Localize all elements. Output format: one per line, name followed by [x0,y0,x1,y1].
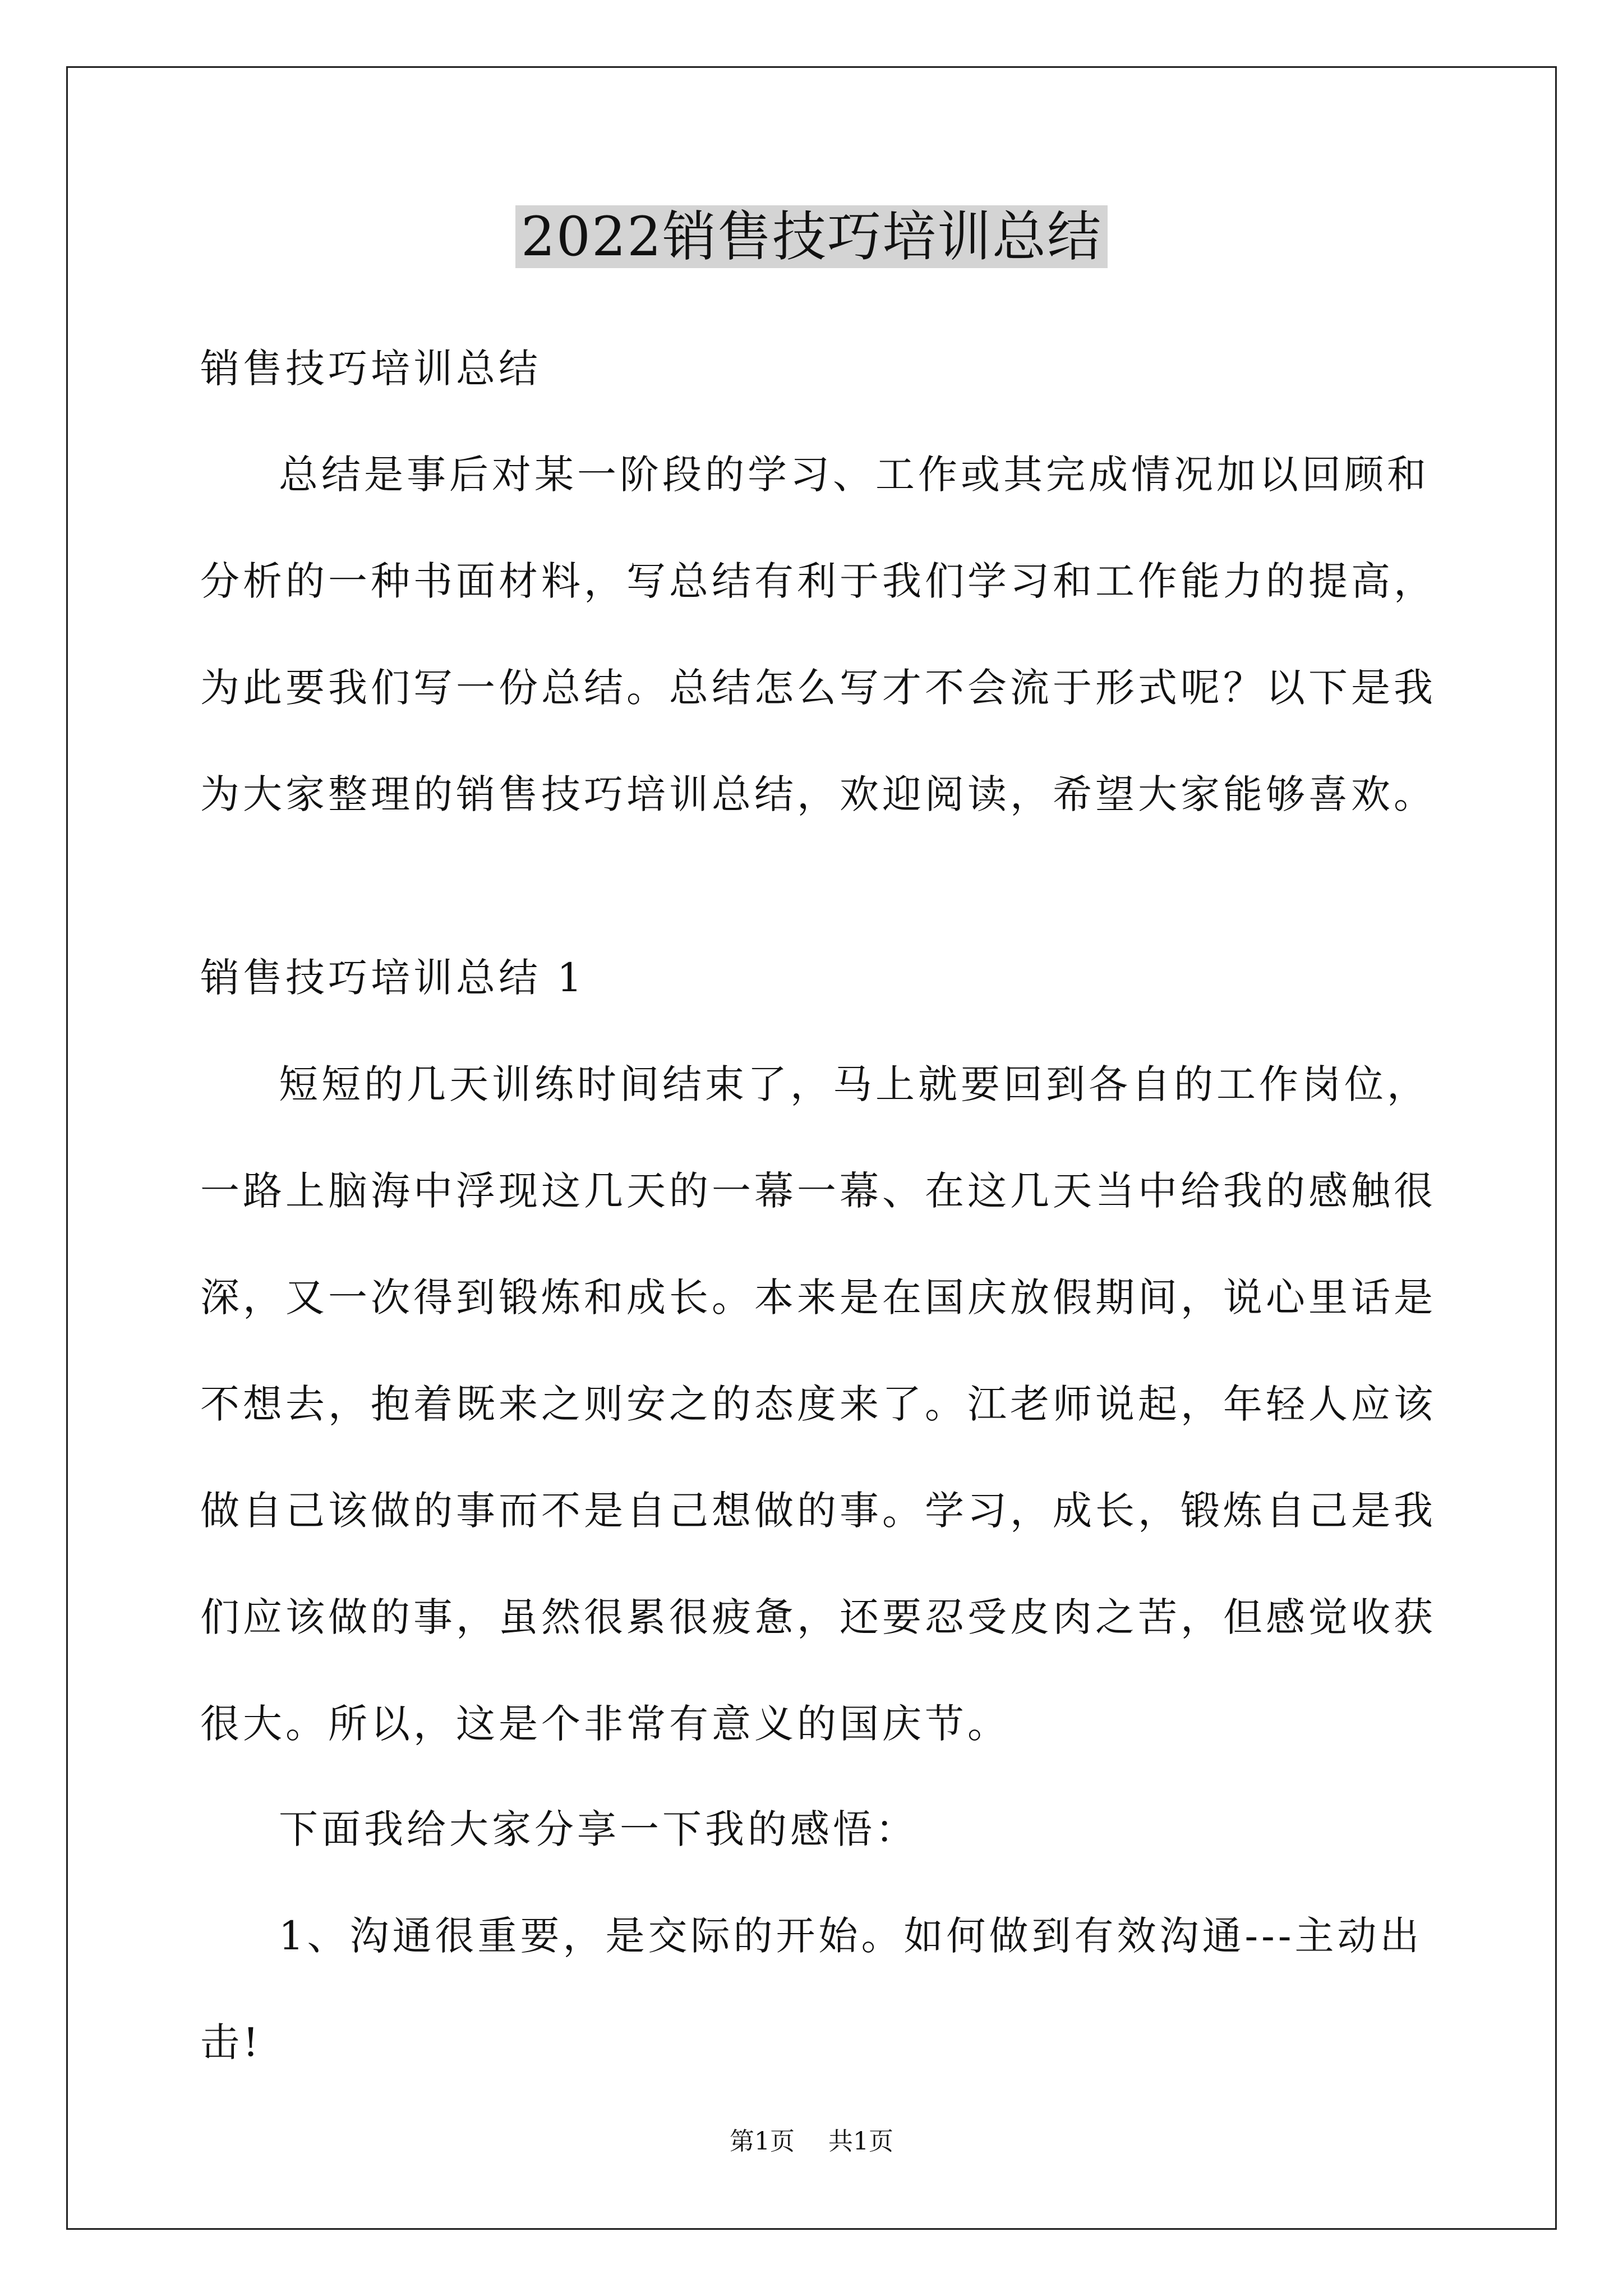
section-heading-1: 销售技巧培训总结 1 [200,955,585,1001]
body-paragraph-2: 下面我给大家分享一下我的感悟： [279,1806,918,1852]
page-number-total: 共1页 [828,2127,893,2156]
page-footer [0,2125,1623,2159]
document-title [0,197,1623,276]
page-number-current: 第1页 [730,2127,795,2156]
document-title-text: 2022销售技巧培训总结 [515,205,1108,268]
body-paragraph-3: 1、沟通很重要，是交际的开始。如何做到有效沟通---主动出击! [200,1913,1423,2065]
intro-paragraph: 总结是事后对某一阶段的学习、工作或其完成情况加以回顾和分析的一种书面材料，写总结有利于我们学习和工作能力的提高，为此要我们写一份总结。总结怎么写才不会流于形式呢？以下是我为大家整理的销售技巧培训总结，欢迎阅读，希望大家能够喜欢。 [200,452,1436,817]
body-paragraph-1: 短短的几天训练时间结束了，马上就要回到各自的工作岗位，一路上脑海中浮现这几天的一幕一幕、在这几天当中给我的感触很深，又一次得到锻炼和成长。本来是在国庆放假期间，说心里话是不想去，抱着既来之则安之的态度来了。江老师说起，年轻人应该做自己该做的事而不是自己想做的事。学习，成长，锻炼自己是我们应该做的事，虽然很累很疲惫，还要忍受皮肉之苦，但感觉收获很大。所以，这是个非常有意义的国庆节。 [200,1061,1436,1747]
section-heading-intro: 销售技巧培训总结 [200,346,541,392]
